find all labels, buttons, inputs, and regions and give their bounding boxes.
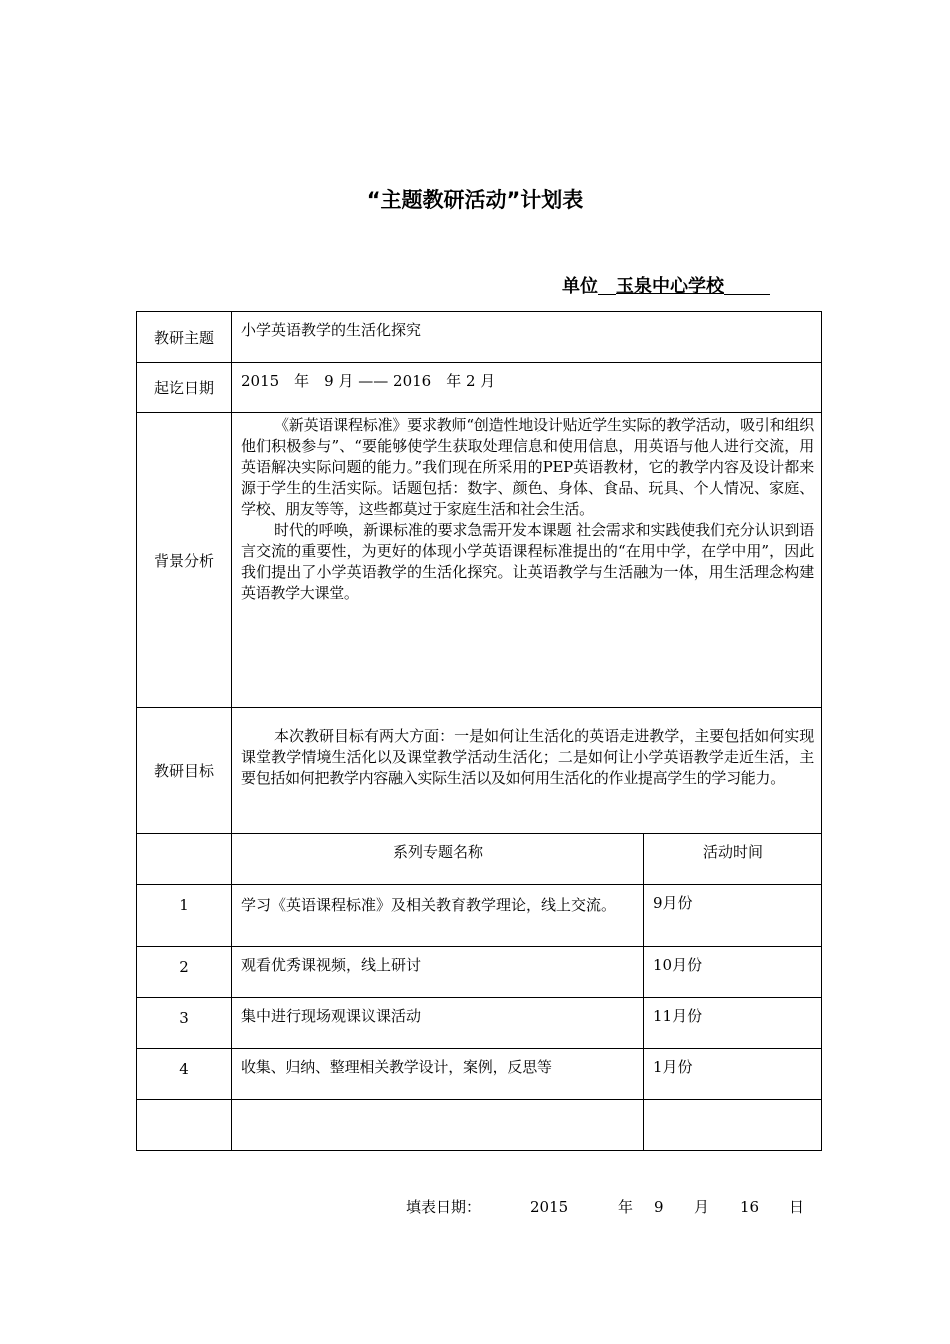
goal-text — [232, 708, 821, 789]
schedule-header-name: 系列专题名称 — [392, 843, 483, 861]
background-row — [137, 413, 822, 708]
plan-table — [136, 311, 822, 1151]
schedule-row — [137, 947, 822, 998]
schedule-row-name: 收集、归纳、整理相关教学设计，案例，反思等 — [241, 1058, 552, 1076]
schedule-row-time: 1月份 — [653, 1058, 693, 1076]
schedule-row-number: 4 — [179, 1060, 189, 1078]
schedule-header-empty — [137, 834, 232, 885]
topic-value: 小学英语教学的生活化探究 — [241, 321, 422, 339]
schedule-header-row — [137, 834, 822, 885]
schedule-row — [137, 1049, 822, 1100]
goal-label: 教研目标 — [137, 708, 232, 834]
page-title: “主题教研活动”计划表 — [366, 188, 584, 212]
period-row — [137, 363, 822, 413]
schedule-header-time: 活动时间 — [703, 843, 764, 861]
topic-label: 教研主题 — [137, 312, 232, 363]
goal-row — [137, 708, 822, 834]
period-value: 2015 年 9 月 —— 2016 年 2 月 — [241, 372, 496, 390]
schedule-row-number: 1 — [179, 896, 189, 914]
unit-underline — [598, 274, 616, 295]
background-label: 背景分析 — [137, 413, 232, 708]
fill-date-day: 16 — [740, 1198, 760, 1216]
unit-underline-tail — [724, 274, 770, 295]
schedule-row-time: 9月份 — [653, 894, 693, 912]
schedule-row-name: 学习《英语课程标准》及相关教育教学理论，线上交流。 — [241, 896, 617, 914]
background-text — [232, 413, 821, 604]
background-paragraph-1: 《新英语课程标准》要求教师“创造性地设计贴近学生实际的教学活动，吸引和组织他们积极参与”、“要能够使学生获取处理信息和使用信息，用英语与他人进行交流，用英语解决实际问题的能力。”我们现在所采用的PEP英语教材，它的教学内容及设计都来源于学生的生活实际。话题包括：数字、颜色、身体、食品、玩具、个人情况、家庭、学校、朋友等等，这些都莫过于家庭生活和社会生活。 — [241, 416, 815, 518]
unit-line — [562, 273, 770, 301]
schedule-row-empty — [137, 1100, 822, 1151]
schedule-row-number: 3 — [179, 1009, 189, 1027]
schedule-row-number: 2 — [179, 958, 189, 976]
fill-date-day-unit: 日 — [789, 1198, 805, 1216]
fill-date-year-unit: 年 — [618, 1198, 634, 1216]
schedule-row-time: 10月份 — [653, 956, 703, 974]
schedule-row-name: 观看优秀课视频，线上研讨 — [241, 956, 422, 974]
unit-label: 单位 — [562, 276, 598, 297]
fill-date-month-unit: 月 — [694, 1198, 710, 1216]
unit-name: 玉泉中心学校 — [616, 276, 724, 297]
schedule-row-time: 11月份 — [653, 1007, 703, 1025]
period-label: 起讫日期 — [137, 363, 232, 413]
topic-row — [137, 312, 822, 363]
fill-date-label: 填表日期： — [406, 1198, 482, 1216]
schedule-row — [137, 998, 822, 1049]
schedule-row — [137, 885, 822, 947]
fill-date-month: 9 — [654, 1198, 664, 1216]
fill-date-year: 2015 — [530, 1198, 569, 1216]
schedule-row-name: 集中进行现场观课议课活动 — [241, 1007, 422, 1025]
background-paragraph-2: 时代的呼唤，新课标准的要求急需开发本课题 社会需求和实践使我们充分认识到语言交流的重要性，为更好的体现小学英语课程标准提出的“在用中学，在学中用”，因此我们提出了小学英语教学的生活化探究。让英语教学与生活融为一体，用生活理念构建英语教学大课堂。 — [241, 521, 815, 602]
goal-paragraph: 本次教研目标有两大方面：一是如何让生活化的英语走进教学，主要包括如何实现课堂教学情境生活化以及课堂教学活动生活化；二是如何让小学英语教学走近生活，主要包括如何把教学内容融入实际生活以及如何用生活化的作业提高学生的学习能力。 — [241, 727, 815, 787]
